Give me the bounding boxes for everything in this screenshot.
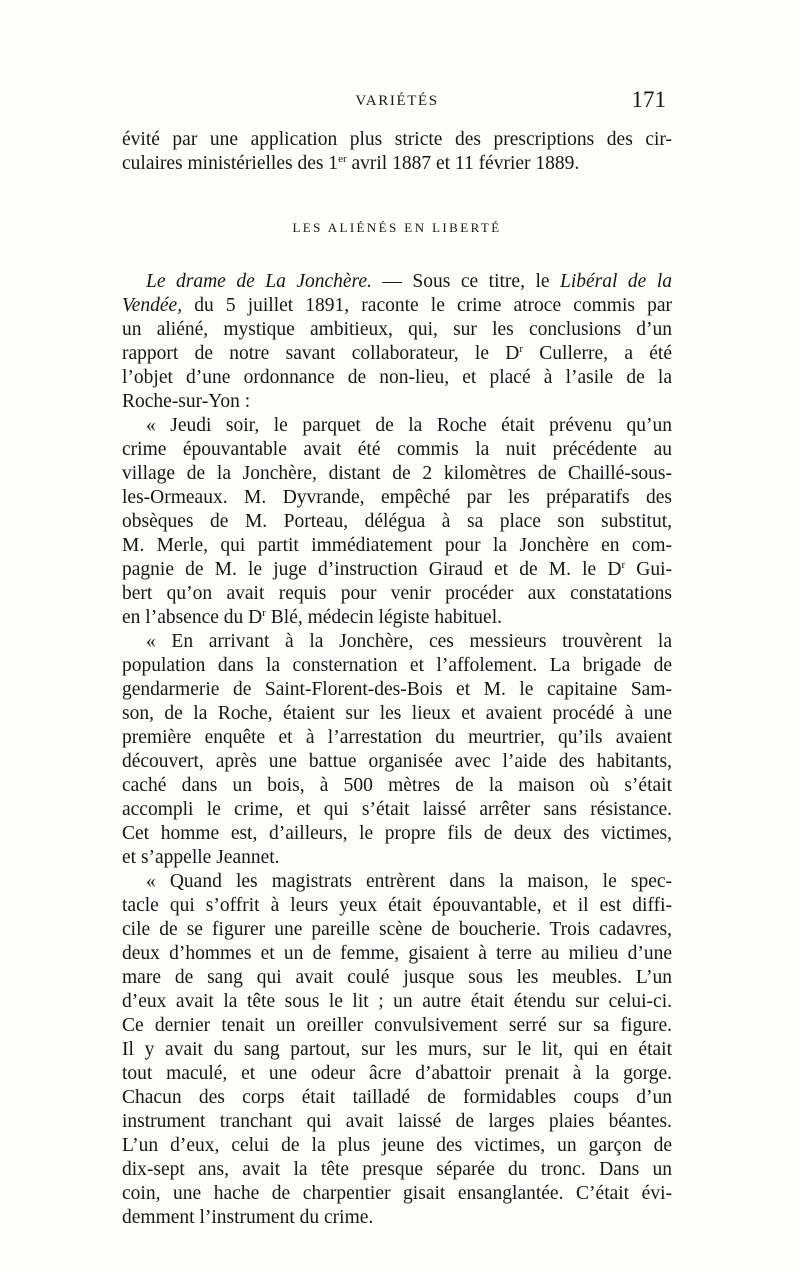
text-line: un aliéné, mystique ambitieux, qui, sur les conclusions d’un [122,319,672,340]
text-line: dix-sept ans, avait la tête presque séparée du tronc. Dans un [122,1159,672,1180]
text-line: obsèques de M. Porteau, délégua à sa place son substitut, [122,511,672,532]
article-lead: Le drame de La Jonchère. — Sous ce titre, le Libéral de la [146,271,673,292]
section-heading: LES ALIÉNÉS EN LIBERTÉ [292,220,502,235]
text-line: mare de sang qui avait coulé jusque sous les meubles. L’un [122,967,672,988]
text-line: Vendée, du 5 juillet 1891, raconte le crime atroce commis par [122,295,672,316]
text-line: accompli le crime, et qui s’était laissé arrêter sans résistance. [122,799,672,820]
text-line: d’eux avait la tête sous le lit ; un autre était étendu sur celui-ci. [122,991,672,1012]
text-line: « Jeudi soir, le parquet de la Roche était prévenu qu’un [146,415,672,436]
text-line: première enquête et à l’arrestation du meurtrier, qu’ils avaient [122,727,672,748]
text-line: pagnie de M. le juge d’instruction Giraud et de M. le $D^r$ Gui- [122,559,672,580]
text-line: en l’absence du $D^r$ Blé, médecin légiste habituel. [122,607,503,628]
text-line: crime épouvantable avait été commis la nuit précédente au [122,439,672,460]
text-line: village de la Jonchère, distant de 2 kilomètres de Chaillé-sous- [122,463,672,484]
text-line: instrument tranchant qui avait laissé de larges plaies béantes. [122,1111,672,1132]
text-line: Roche-sur-Yon : [122,391,251,412]
text-line: Chacun des corps était tailladé de formidables coups d’un [122,1087,672,1108]
text-line: les-Ormeaux. M. Dyvrande, empêché par les préparatifs des [122,487,672,508]
running-title: VARIÉTÉS [355,93,439,109]
page-header [122,88,672,118]
text-line: « En arrivant à la Jonchère, ces messieurs trouvèrent la [146,631,672,652]
text-line: rapport de notre savant collaborateur, le $D^r$ Cullerre, a été [122,343,672,364]
text-line: « Quand les magistrats entrèrent dans la maison, le spec- [146,871,672,892]
text-line: tout maculé, et une odeur âcre d’abattoir prenait à la gorge. [122,1063,672,1084]
text-line: population dans la consternation et l’affolement. La brigade de [122,655,672,676]
text-line: tacle qui s’offrit à leurs yeux était épouvantable, et il est diffi- [122,895,672,916]
text-line: deux d’hommes et un de femme, gisaient à terre au milieu d’une [122,943,672,964]
text-line: coin, une hache de charpentier gisait ensanglantée. C’était évi- [122,1183,672,1204]
page-number: 171 [631,87,666,112]
text-line: demment l’instrument du crime. [122,1207,374,1228]
article-title: Le drame de La Jonchère. [146,271,372,292]
text-line: L’un d’eux, celui de la plus jeune des victimes, un garçon de [122,1135,672,1156]
text-line: Ce dernier tenait un oreiller convulsivement serré sur sa figure. [122,1015,672,1036]
text-line: bert qu’on avait requis pour venir procéder aux constatations [122,583,672,604]
text-line: son, de la Roche, étaient sur les lieux et avaient procédé à une [122,703,672,724]
text-line: Il y avait du sang partout, sur les murs, sur le lit, qui en était [122,1039,672,1060]
text-line: gendarmerie de Saint-Florent-des-Bois et M. le capitaine Sam- [122,679,672,700]
text-line: M. Merle, qui partit immédiatement pour la Jonchère en com- [122,535,672,556]
text-line: cile de se figurer une pareille scène de boucherie. Trois cadavres, [122,919,672,940]
text-line: l’objet d’une ordonnance de non-lieu, et placé à l’asile de la [122,367,672,388]
text-line: culaires ministérielles des 1er avril 1887 et 11 février 1889. [122,153,580,174]
text-line: évité par une application plus stricte des prescriptions des cir- [122,129,672,150]
journal-name: Libéral de la [560,271,673,292]
text-line: caché dans un bois, à 500 mètres de la maison où s’était [122,775,672,796]
text-line: découvert, après une battue organisée avec l’aide des habitants, [122,751,672,772]
text-line: Cet homme est, d’ailleurs, le propre fils de deux des victimes, [122,823,672,844]
text-line: et s’appelle Jeannet. [122,847,280,868]
